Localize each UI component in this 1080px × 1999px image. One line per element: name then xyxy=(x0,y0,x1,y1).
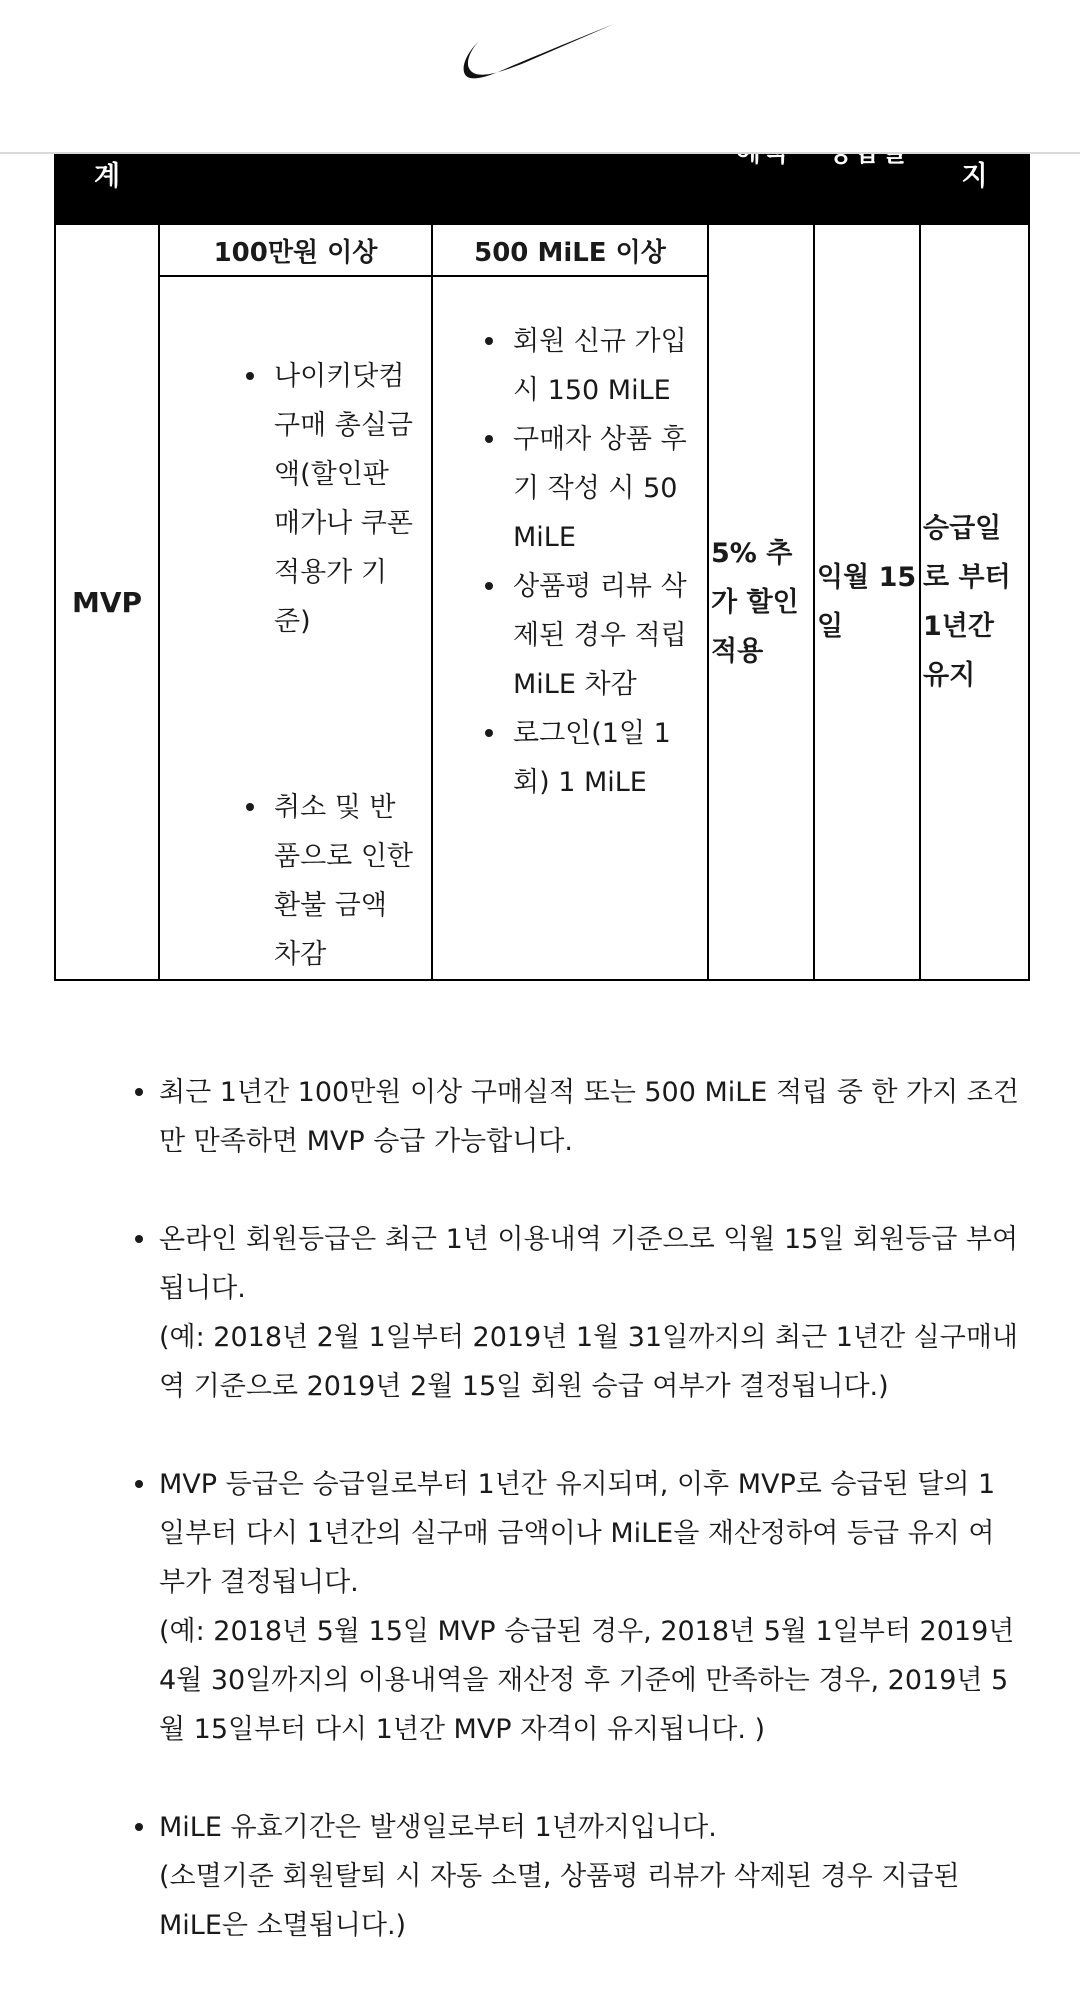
notes-section xyxy=(0,1068,1080,1999)
note-text: MVP 등급은 승급일로부터 1년간 유지되며, 이후 MVP로 승급된 달의 1일부터 다시 1년간의 실구매 금액이나 MiLE을 재산정하여 등급 유지 여부가 결정됩니다. xyxy=(159,1469,996,1598)
list-item: 로그인(1일 1회) 1 MiLE xyxy=(513,709,703,807)
note-text: MiLE 유효기간은 발생일로부터 1년까지입니다. xyxy=(159,1812,717,1843)
list-item: 회원 신규 가입 시 150 MiLE xyxy=(513,317,703,415)
membership-table-container xyxy=(54,120,1028,972)
note-item xyxy=(0,1215,1080,1411)
header-member-grade: 계 xyxy=(55,81,159,224)
mile-threshold: 500 MiLE 이상 xyxy=(432,224,708,276)
note-item xyxy=(0,1068,1080,1166)
nike-swoosh-icon[interactable] xyxy=(462,22,618,88)
note-text: 온라인 회원등급은 최근 1년 이용내역 기준으로 익월 15일 회원등급 부여됩니다. xyxy=(159,1224,1019,1304)
note-example: (예: 2018년 5월 15일 MVP 승급된 경우, 2018년 5월 1일부터 2019년 4월 30일까지의 이용내역을 재산정 후 기준에 만족하는 경우, 2019년 5월 15일부터 다시 1년간 MVP 자격이 유지됩니다. ) xyxy=(159,1616,1015,1745)
list-item: 상품평 리뷰 삭제된 경우 적립 MiLE 차감 xyxy=(513,562,703,709)
mile-criteria-list xyxy=(433,277,707,807)
grade-cell: MVP xyxy=(55,224,159,980)
promotion-date-cell: 익월 15일 xyxy=(814,224,920,980)
purchase-criteria-cell xyxy=(159,276,432,980)
note-example: (예: 2018년 2월 1일부터 2019년 1월 31일까지의 최근 1년간 실구매내역 기준으로 2019년 2월 15일 회원 승급 여부가 결정됩니다.) xyxy=(159,1322,1019,1402)
note-item xyxy=(0,1803,1080,1950)
list-item: 취소 및 반품으로 인한 환불 금액 차감 xyxy=(274,783,413,979)
app-header xyxy=(0,0,1080,154)
note-item xyxy=(0,1460,1080,1754)
list-item: 나이키닷컴 구매 총실금액(할인판매가나 쿠폰적용가 기준) xyxy=(274,352,413,646)
note-text: 최근 1년간 100만원 이상 구매실적 또는 500 MiLE 적립 중 한 가지 조건만 만족하면 MVP 승급 가능합니다. xyxy=(159,1077,1019,1157)
benefit-cell: 5% 추가 할인적용 xyxy=(708,224,814,980)
purchase-threshold: 100만원 이상 xyxy=(159,224,432,276)
note-example: (소멸기준 회원탈퇴 시 자동 소멸, 상품평 리뷰가 삭제된 경우 지급된 MiLE은 소멸됩니다.) xyxy=(159,1861,960,1941)
threshold-row xyxy=(55,224,1029,276)
purchase-criteria-list xyxy=(160,277,431,979)
retention-cell: 승급일로 부터 1년간 유지 xyxy=(920,224,1029,980)
header-retention: 지 xyxy=(920,81,1029,224)
membership-table xyxy=(54,80,1030,981)
list-item: 구매자 상품 후기 작성 시 50 MiLE xyxy=(513,415,703,562)
mile-criteria-cell xyxy=(432,276,708,980)
